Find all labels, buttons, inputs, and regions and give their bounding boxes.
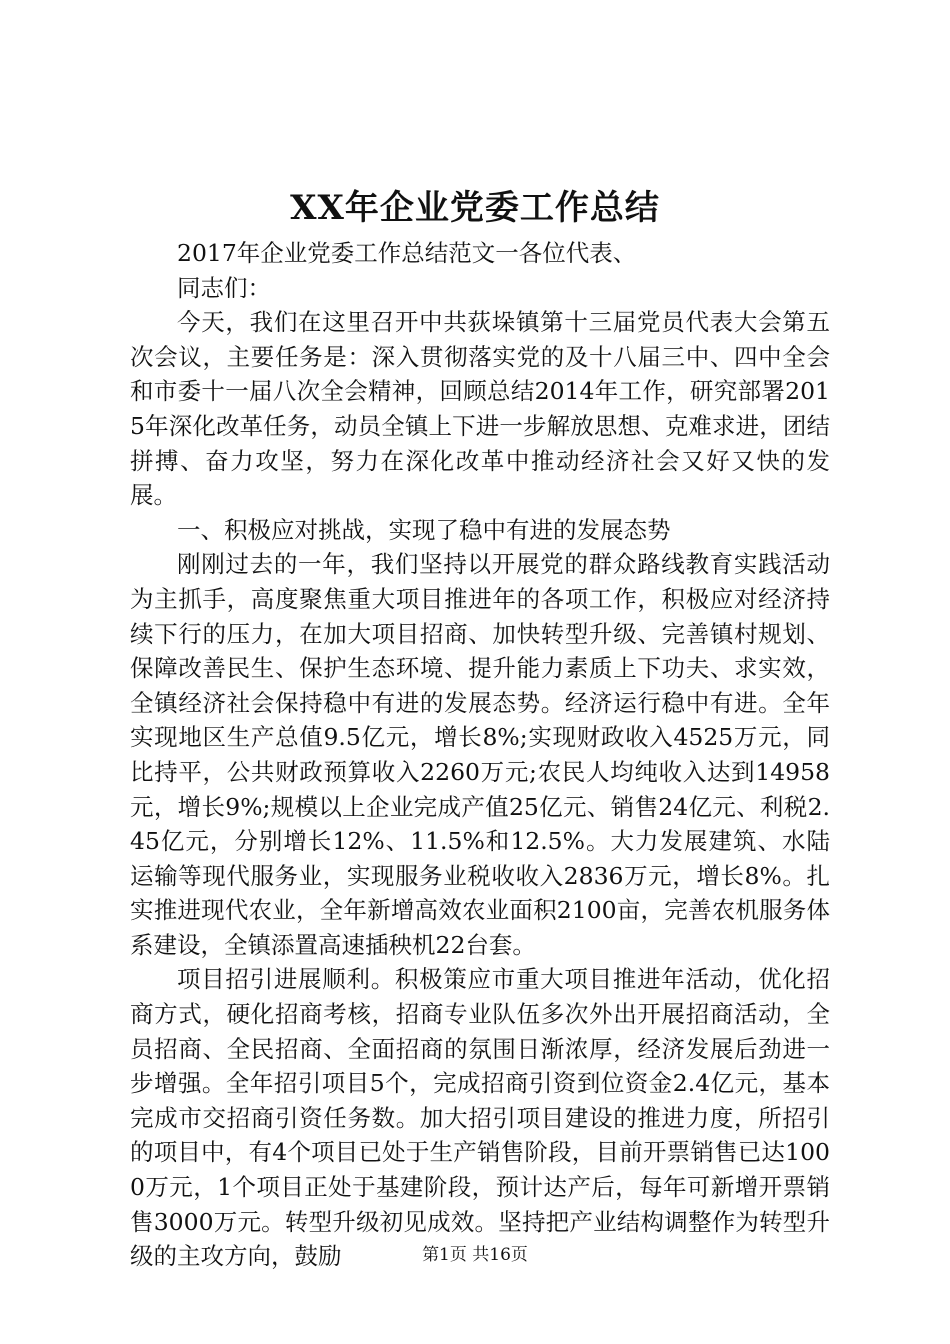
page-number: 第1页 共16页 [422, 1245, 528, 1265]
paragraph: 2017年企业党委工作总结范文一各位代表、 [177, 239, 637, 267]
paragraph: 刚刚过去的一年，我们坚持以开展党的群众路线教育实践活动为主抓手，高度聚焦重大项目推进年的各项工作，积极应对经济持续下行的压力，在加大项目招商、加快转型升级、完善镇村规划、保障改善民生、保护生态环境、提升能力素质上下功夫、求实效，全镇经济社会保持稳中有进的发展态势。经济运行稳中有进。全年实现地区生产总值9.5亿元，增长8%;实现财政收入4525万元，同比持平，公共财政预算收入2260万元;农民人均纯收入达到14958元，增长9%;规模以上企业完成产值25亿元、销售24亿元、利税2.45亿元，分别增长12%、11.5%和12.5%。大力发展建筑、水陆运输等现代服务业，实现服务业税收收入2836万元，增长8%。扎实推进现代农业，全年新增高效农业面积2100亩，完善农机服务体系建设，全镇添置高速插秧机22台套。 [130, 550, 830, 959]
paragraph: 项目招引进展顺利。积极策应市重大项目推进年活动，优化招商方式，硬化招商考核，招商专业队伍多次外出开展招商活动，全员招商、全民招商、全面招商的氛围日渐浓厚，经济发展后劲进一步增强。全年招引项目5个，完成招商引资到位资金2.4亿元，基本完成市交招商引资任务数。加大招引项目建设的推进力度，所招引的项目中，有4个项目已处于生产销售阶段，目前开票销售已达1000万元，1个项目正处于基建阶段，预计达产后，每年可新增开票销售3000万元。转型升级初见成效。坚持把产业结构调整作为转型升级的主攻方向，鼓励 [130, 965, 830, 1271]
document-body [130, 236, 830, 1274]
document-title: XX年企业党委工作总结 [290, 188, 660, 228]
paragraph: 同志们： [177, 273, 271, 302]
paragraph: 今天，我们在这里召开中共荻垛镇第十三届党员代表大会第五次会议，主要任务是：深入贯彻落实党的及十八届三中、四中全会和市委十一届八次全会精神，回顾总结2014年工作，研究部署2015年深化改革任务，动员全镇上下进一步解放思想、克难求进，团结拼搏、奋力攻坚，努力在深化改革中推动经济社会又好又快的发展。 [130, 308, 830, 510]
section-heading: 一、积极应对挑战，实现了稳中有进的发展态势 [177, 515, 671, 544]
